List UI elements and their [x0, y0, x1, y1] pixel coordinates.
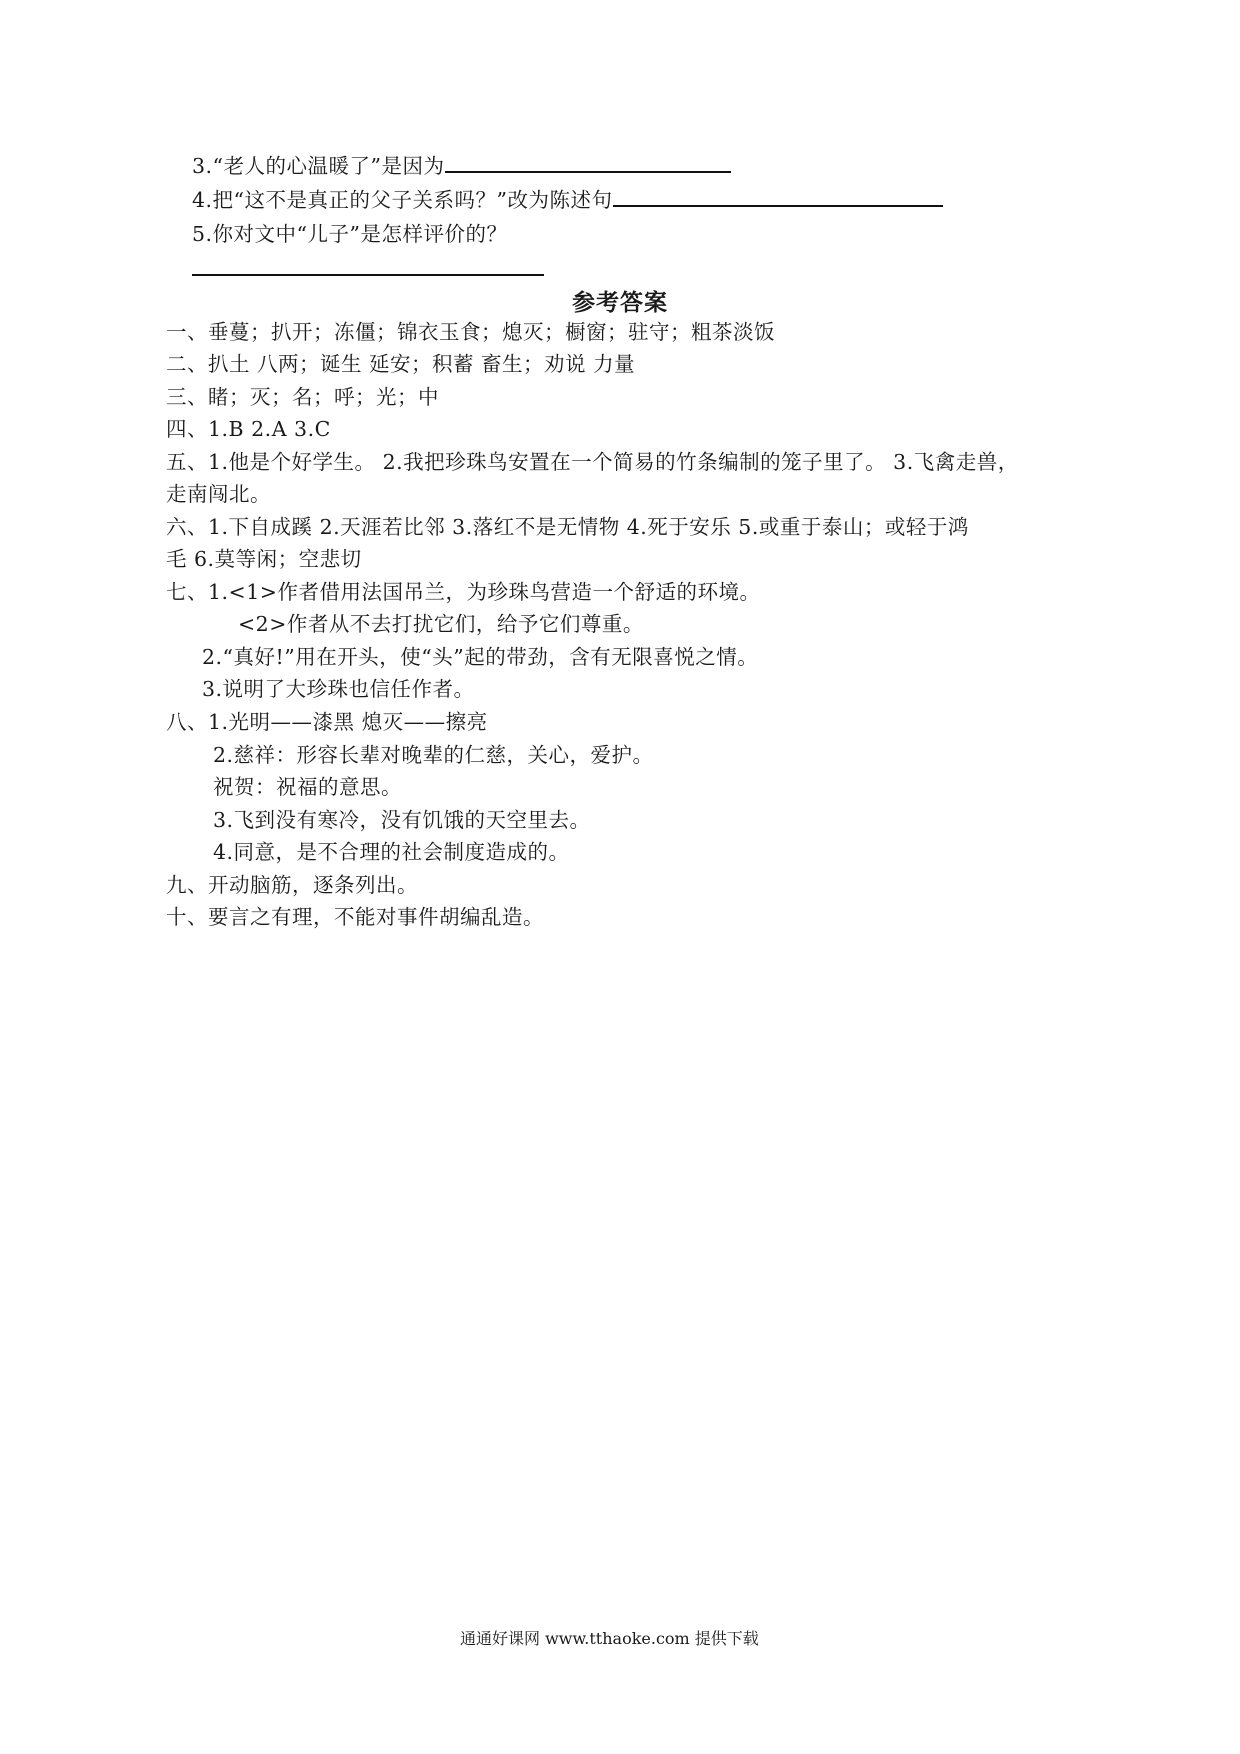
answer-line-1: 一、垂蔓；扒开；冻僵；锦衣玉食；熄灭；橱窗；驻守；粗茶淡饭: [166, 320, 775, 344]
answer-line-17: 4.同意，是不合理的社会制度造成的。: [213, 840, 570, 864]
question-5: [192, 220, 508, 248]
answer-line-2: 二、扒土 八两；诞生 延安；积蓄 畜生；劝说 力量: [166, 352, 636, 376]
answer-line-18: 九、开动脑筋，逐条列出。: [166, 873, 418, 897]
answer-line-5: 五、1.他是个好学生。 2.我把珍珠鸟安置在一个简易的竹条编制的笼子里了。 3.飞禽走兽，: [166, 450, 1019, 474]
question-3-text: 3.“老人的心温暖了”是因为: [192, 154, 445, 178]
footer-credit: 通通好课网 www.tthaoke.com 提供下载: [460, 1629, 759, 1648]
question-4: [192, 186, 943, 214]
answer-line-11: 2.“真好!”用在开头，使“头”起的带劲，含有无限喜悦之情。: [202, 645, 759, 669]
answer-blank: [613, 187, 943, 207]
answer-line-15: 祝贺：祝福的意思。: [213, 775, 402, 799]
question-3: [192, 152, 731, 180]
answers-title: 参考答案: [572, 289, 668, 316]
question-5-text: 5.你对文中“儿子”是怎样评价的？: [192, 222, 508, 246]
answer-line-4: 四、1.B 2.A 3.C: [166, 417, 331, 441]
answer-line-12: 3.说明了大珍珠也信任作者。: [202, 677, 475, 701]
question-4-text: 4.把“这不是真正的父子关系吗？”改为陈述句: [192, 188, 613, 212]
answer-blank: [445, 153, 731, 173]
answer-line-13: 八、1.光明——漆黑 熄灭——擦亮: [166, 710, 488, 734]
answer-line-9: 七、1.<1>作者借用法国吊兰，为珍珠鸟营造一个舒适的环境。: [166, 580, 761, 604]
answer-line-19: 十、要言之有理，不能对事件胡编乱造。: [166, 905, 544, 929]
answer-line-3: 三、睹；灭；名；呼；光；中: [166, 385, 439, 409]
answer-line-7: 六、1.下自成蹊 2.天涯若比邻 3.落红不是无情物 4.死于安乐 5.或重于泰山；或轻于鸿: [166, 515, 969, 539]
answer-line: [192, 274, 544, 276]
answer-line-14: 2.慈祥：形容长辈对晚辈的仁慈，关心，爱护。: [213, 743, 654, 767]
answer-line-16: 3.飞到没有寒冷，没有饥饿的天空里去。: [213, 808, 591, 832]
answer-line-8: 毛 6.莫等闲；空悲切: [166, 547, 362, 571]
answer-line-6: 走南闯北。: [166, 482, 271, 506]
answer-line-10: <2>作者从不去打扰它们，给予它们尊重。: [238, 612, 644, 636]
